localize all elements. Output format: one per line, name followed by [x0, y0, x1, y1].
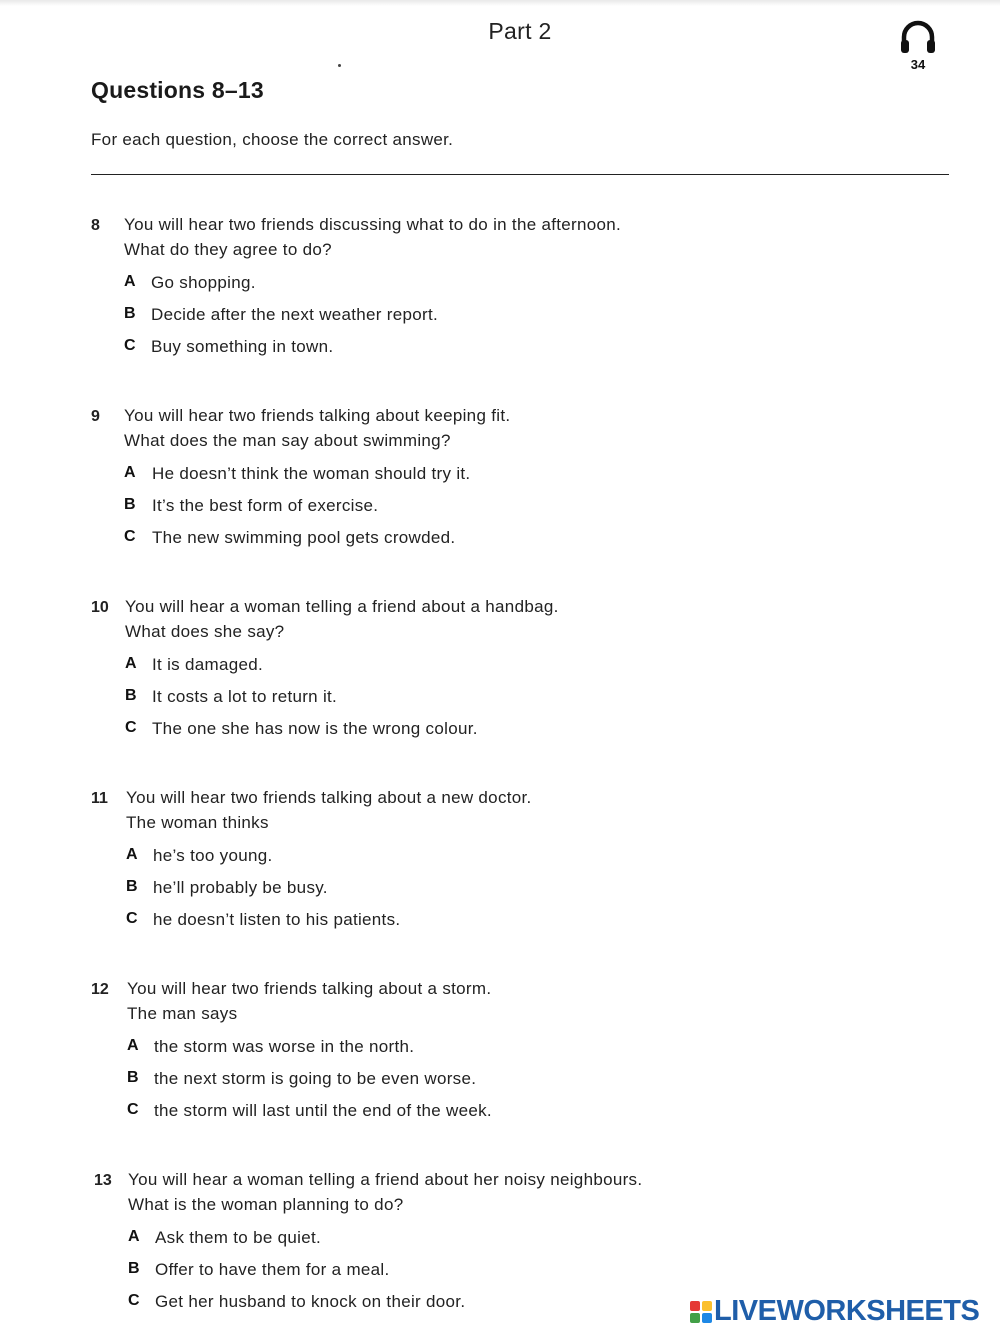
option-letter: C — [128, 1292, 140, 1309]
question-text: The man says — [127, 1004, 238, 1023]
option-text: The new swimming pool gets crowded. — [152, 528, 456, 547]
option-letter: B — [127, 1069, 139, 1086]
question-number: 9 — [91, 408, 100, 425]
option-letter: B — [126, 878, 138, 895]
question-13 — [91, 1170, 791, 1320]
option-text: Offer to have them for a meal. — [155, 1260, 390, 1279]
page-top-shadow — [0, 0, 1000, 6]
question-prompt: You will hear two friends talking about a new doctor. — [126, 788, 532, 807]
option-text: It is damaged. — [152, 655, 263, 674]
option-text: the storm will last until the end of the week. — [154, 1101, 492, 1120]
question-prompt: You will hear two friends talking about keeping fit. — [124, 406, 511, 425]
option-letter: C — [124, 337, 136, 354]
option-letter: B — [125, 687, 137, 704]
option-letter: A — [128, 1228, 140, 1245]
question-number: 11 — [91, 790, 108, 807]
section-title: Questions 8–13 — [91, 77, 264, 103]
question-number: 8 — [91, 217, 100, 234]
option-text: he’s too young. — [153, 846, 273, 865]
option-text: Decide after the next weather report. — [151, 305, 439, 324]
track-number: 34 — [910, 57, 926, 72]
option-letter: B — [128, 1260, 140, 1277]
logo-tile-green — [690, 1313, 700, 1323]
question-prompt: You will hear two friends talking about a storm. — [127, 979, 492, 998]
logo-tile-yellow — [702, 1301, 712, 1311]
headphones-icon — [898, 18, 938, 58]
option-text: Ask them to be quiet. — [155, 1228, 321, 1247]
brand-text: LIVEWORKSHEETS — [714, 1295, 980, 1327]
option-letter: A — [124, 273, 136, 290]
option-text: the storm was worse in the north. — [154, 1037, 415, 1056]
question-text: What does she say? — [125, 622, 285, 641]
logo-tile-red — [690, 1301, 700, 1311]
option-letter: A — [126, 846, 138, 863]
option-text: The one she has now is the wrong colour. — [152, 719, 478, 738]
option-text: Get her husband to knock on their door. — [155, 1292, 466, 1311]
option-letter: A — [124, 464, 136, 481]
logo-tile-blue — [702, 1313, 712, 1323]
option-text: It costs a lot to return it. — [152, 687, 338, 706]
option-text: Go shopping. — [151, 273, 256, 292]
option-letter: C — [126, 910, 138, 927]
option-letter: C — [127, 1101, 139, 1118]
question-text: The woman thinks — [126, 813, 269, 832]
question-prompt: You will hear a woman telling a friend about her noisy neighbours. — [128, 1170, 643, 1189]
question-11 — [91, 788, 791, 938]
question-text: What does the man say about swimming? — [124, 431, 451, 450]
option-text: Buy something in town. — [151, 337, 334, 356]
question-prompt: You will hear two friends discussing what to do in the afternoon. — [124, 215, 622, 234]
option-text: he doesn’t listen to his patients. — [153, 910, 401, 929]
option-letter: B — [124, 496, 136, 513]
option-letter: C — [124, 528, 136, 545]
option-letter: A — [127, 1037, 139, 1054]
instructions: For each question, choose the correct answer. — [91, 130, 454, 149]
question-10 — [91, 597, 791, 747]
option-letter: A — [125, 655, 137, 672]
question-number: 13 — [94, 1172, 112, 1189]
option-text: He doesn’t think the woman should try it. — [152, 464, 471, 483]
question-8 — [91, 215, 791, 365]
question-text: What do they agree to do? — [124, 240, 332, 259]
question-9 — [91, 406, 791, 556]
scan-speck — [338, 64, 341, 67]
question-text: What is the woman planning to do? — [128, 1195, 404, 1214]
divider-rule — [91, 174, 949, 175]
liveworksheets-watermark[interactable] — [690, 1294, 990, 1328]
option-text: he’ll probably be busy. — [153, 878, 328, 897]
question-12 — [91, 979, 791, 1129]
part-title: Part 2 — [488, 18, 552, 44]
option-letter: B — [124, 305, 136, 322]
option-text: It’s the best form of exercise. — [152, 496, 379, 515]
option-text: the next storm is going to be even worse. — [154, 1069, 477, 1088]
question-prompt: You will hear a woman telling a friend about a handbag. — [125, 597, 559, 616]
liveworksheets-logo-icon — [690, 1301, 712, 1323]
audio-track-indicator[interactable] — [896, 18, 940, 76]
question-number: 10 — [91, 599, 109, 616]
option-letter: C — [125, 719, 137, 736]
question-number: 12 — [91, 981, 109, 998]
